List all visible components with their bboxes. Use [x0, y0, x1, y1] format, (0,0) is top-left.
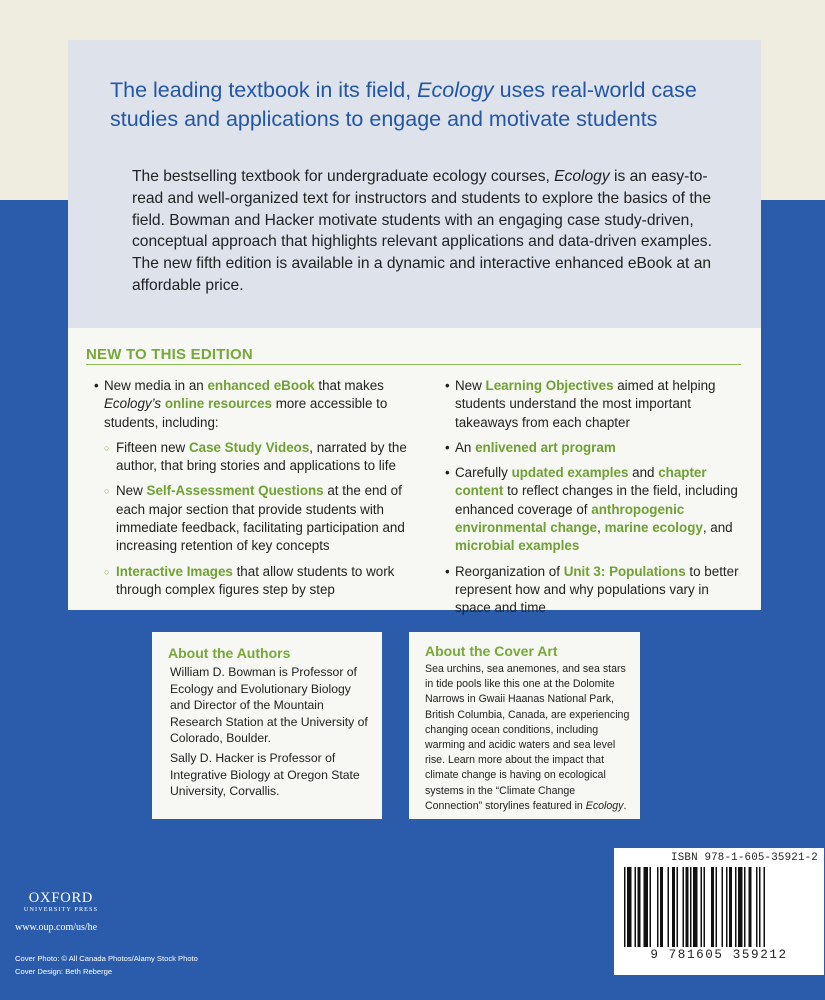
headline: The leading textbook in its field, Ecology uses real-world case studies and applications to engage and motivate students — [110, 78, 697, 131]
list-item: • An enlivened art program — [445, 439, 741, 457]
cover-art-description: Sea urchins, sea anemones, and sea stars in tide pools like this one at the Dolomite Narrows in Gwaii Haanas National Park, British Columbia, Canada, are experiencing changing ocean conditions, including warming and acidic waters and sea level rise. Learn more about the impact that climate change is having on ecological systems in the “Climate Change Connection” storylines featured in Ecology. — [425, 663, 630, 812]
new-edition-right-column — [421, 377, 741, 625]
list-item: • New media in an enhanced eBook that makes Ecology’s online resources more accessible to students, including: — [94, 377, 421, 432]
barcode-icon — [620, 867, 818, 947]
list-item: • New Learning Objectives aimed at helping students understand the most important takeaways from each chapter — [445, 377, 741, 432]
author-bowman: William D. Bowman is Professor of Ecology and Evolutionary Biology and Director of the Mountain Research Station at the University of Colorado, Boulder. — [170, 665, 368, 746]
new-edition-heading: NEW TO THIS EDITION — [86, 346, 741, 365]
about-cover-art-box — [409, 632, 640, 819]
publisher-name: OXFORD — [28, 890, 94, 906]
cover-photo-credit: Cover Photo: © All Canada Photos/Alamy Stock Photo — [15, 954, 198, 963]
list-item: ○ Interactive Images that allow students to work through complex figures step by step — [104, 563, 421, 600]
about-authors-box — [152, 632, 382, 819]
barcode-box — [614, 848, 824, 975]
cover-design-credit: Cover Design: Beth Reberge — [15, 966, 113, 976]
barcode-digits: 9 781605 359212 — [650, 948, 788, 962]
new-edition-panel — [68, 328, 761, 616]
list-item: ○ New Self-Assessment Questions at the end of each major section that provide students with immediate feedback, facilitating participation and increasing retention of key concepts — [104, 482, 421, 555]
oxford-logo — [18, 890, 104, 913]
isbn-text: ISBN 978-1-605-35921-2 — [671, 852, 818, 864]
list-item: ○ Fifteen new Case Study Videos, narrated by the author, that bring stories and applications to life — [104, 439, 421, 476]
about-cover-art-title: About the Cover Art — [425, 643, 558, 659]
new-edition-left-column — [86, 377, 421, 625]
list-item: • Carefully updated examples and chapter content to reflect changes in the field, including enhanced coverage of anthropogenic environmental change, marine ecology, and microbial examples — [445, 464, 741, 555]
list-item: • Reorganization of Unit 3: Populations to better represent how and why populations vary in space and time — [445, 563, 741, 618]
author-hacker: Sally D. Hacker is Professor of Integrative Biology at Oregon State University, Corvallis. — [170, 750, 360, 799]
cover-credits — [15, 953, 198, 978]
publisher-url: www.oup.com/us/he — [15, 922, 98, 933]
intro-paragraph: The bestselling textbook for undergraduate ecology courses, Ecology is an easy-to-read and well-organized text for instructors and students to explore the basics of the field. Bowman and Hacker motivate students with an engaging case study-driven, conceptual approach that highlights relevant applications and data-driven examples. The new fifth edition is available in a dynamic and interactive enhanced eBook at an affordable price. — [132, 168, 712, 294]
about-authors-title: About the Authors — [168, 645, 291, 661]
publisher-press: UNIVERSITY PRESS — [23, 906, 99, 913]
intro-panel — [68, 40, 761, 328]
